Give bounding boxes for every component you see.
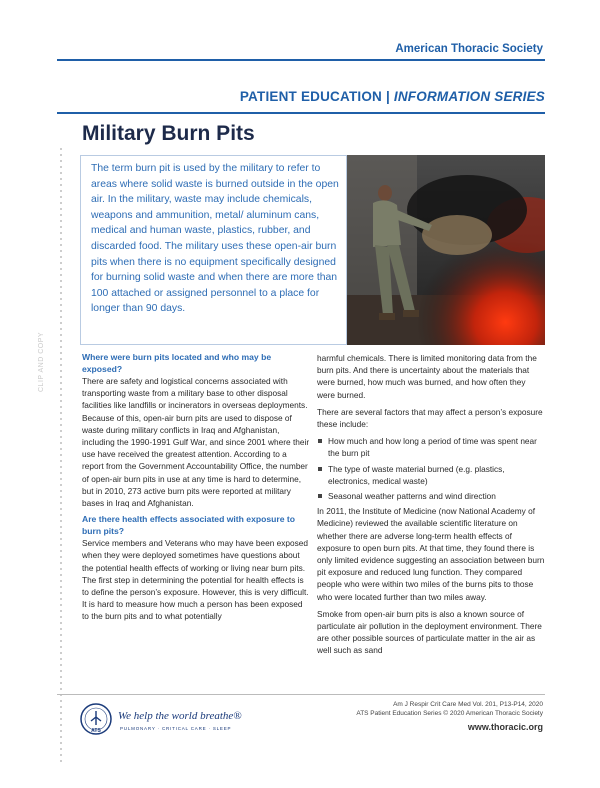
monitoring-paragraph: harmful chemicals. There is limited monitoring data from the burn pits. And there is uncertainty about the materials that were burned, how much was burned, and how often they were burned. [317,353,537,400]
section-heading-health-effects: Are there health effects associated with exposure to burn pits? [82,514,295,536]
intro-box [80,155,347,345]
list-item: Seasonal weather patterns and wind direction [317,490,545,502]
ats-seal-icon [80,703,112,735]
burn-pit-photo [347,155,545,345]
iom-paragraph: In 2011, the Institute of Medicine (now National Academy of Medicine) reviewed the available scientific literature on whether there are adverse long-term health effects of exposure to open burn pits. At that time, they found there is only limited evidence suggesting an association between burn pit exposure and reduced lung function. They compared people who were within two miles of the burns pits to those who were located further than two miles away. [317,506,545,602]
footer-divider [57,694,545,695]
exposure-factors-list [317,435,545,502]
top-divider [57,59,545,61]
locations-paragraph: There are safety and logistical concerns associated with transporting waste from a military base to other disposal facilities like landfills or incinerators in overseas deployments. Because of this, open-air burn pits are used to dispose of waste during military conflicts in Iraq and Afghanistan, including the 1990-1991 Gulf War, and since 2001 where their use have received the greatest attention. According to a report from the Government Accountability Office, the number of open-air burn pits in use at any time is hard to determine, but in 2010, 273 active burn pits were reported at military bases in Iraq and Afghanistan. [82,376,310,509]
smoke-paragraph: Smoke from open-air burn pits is also a known source of particulate air pollution in the deployment environment. There are other possible sources of particulate matter in the air as well such as sand [317,608,542,656]
burn-pit-photo-illustration [347,155,545,345]
svg-text:ATS: ATS [91,728,101,734]
intro-text: The term burn pit is used by the military to refer to areas where solid waste is burned outside in the open air. In the military, waste may include chemicals, weapons and ammunition, metal/ aluminum cans, medical and human waste, plastics, rubber, and discarded food. The military uses these open-air burn pits when there is no equipment specifically designed for burning solid waste and when there are more than 100 attached or assigned personnel to a place for longer than 90 days. [91,163,339,315]
factors-intro: There are several factors that may affect a person’s exposure these include: [317,406,543,430]
series-name: INFORMATION SERIES [393,89,545,104]
organization-name: American Thoracic Society [395,43,543,55]
page-title: Military Burn Pits [82,122,255,145]
clip-dotted-line [60,146,62,766]
list-item: How much and how long a period of time was spent near the burn pit [317,435,545,459]
citation [356,700,543,718]
banner-divider [57,112,545,114]
tagline: We help the world breathe® [118,710,242,722]
citation-line: Am J Respir Crit Care Med Vol. 201, P13-P14, 2020 [393,701,543,708]
series-prefix: PATIENT EDUCATION | [239,89,394,104]
website-link[interactable]: www.thoracic.org [467,722,543,732]
tagline-subtitle: PULMONARY · CRITICAL CARE · SLEEP [120,726,232,731]
list-item: The type of waste material burned (e.g. plastics, electronics, medical waste) [317,463,545,487]
ats-logo [80,703,112,735]
series-banner [200,89,545,109]
left-column [82,352,310,628]
series-title [240,89,545,104]
clip-and-copy-label: CLIP AND COPY [38,331,45,392]
right-column [317,352,545,662]
health-effects-paragraph: Service members and Veterans who may have been exposed when they were deployed sometimes have questions about the potential health effects of working or living near burn pits. The first step in determining the potential for health effects is to define the person’s exposure. However, this is very difficult. It is hard to measure how much a person has been exposed to the burn pits and to what potentially [82,538,309,622]
section-heading-locations: Where were burn pits located and who may be exposed? [82,352,272,374]
citation-line: ATS Patient Education Series © 2020 American Thoracic Society [356,710,543,717]
